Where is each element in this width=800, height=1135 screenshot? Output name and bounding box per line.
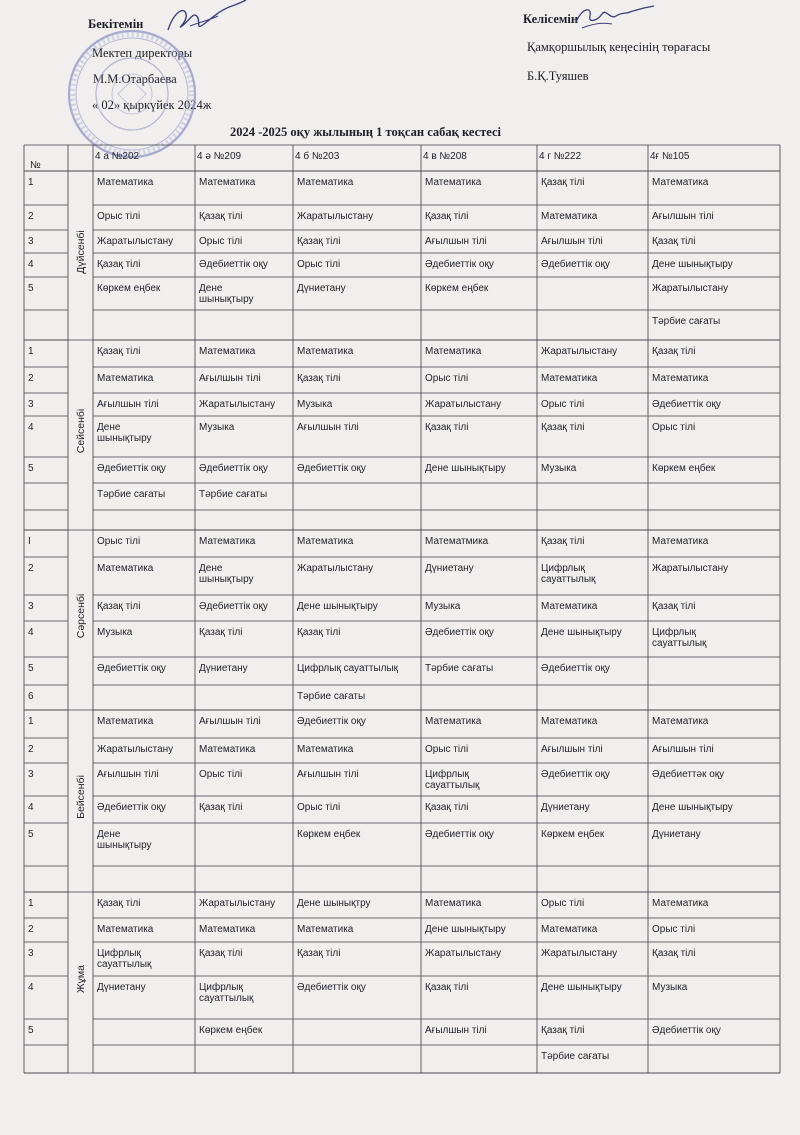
lesson-cell: Ағылшын тілі	[652, 211, 714, 222]
lesson-cell: Қазақ тілі	[425, 211, 469, 222]
lesson-cell: Цифрлық сауаттылық	[297, 663, 399, 674]
lesson-cell: Дене шынықтыру	[425, 924, 506, 935]
lesson-cell: Орыс тілі	[297, 802, 341, 813]
lesson-cell: Математика	[199, 744, 256, 755]
lesson-cell: Жаратылыстану	[541, 346, 618, 357]
lesson-cell: Әдебиеттік оқу	[199, 601, 268, 612]
lesson-cell: Ағылшын тілі	[297, 422, 359, 433]
lesson-cell: Музыка	[541, 463, 577, 474]
lesson-cell: Дене шынықтыру	[541, 982, 622, 993]
lesson-cell: Қазақ тілі	[425, 802, 469, 813]
lesson-cell: Орыс тілі	[541, 898, 585, 909]
lesson-cell: Математика	[199, 536, 256, 547]
lesson-cell: Орыс тілі	[97, 211, 141, 222]
lesson-cell: Цифрлық сауаттылық	[199, 982, 254, 1004]
lesson-cell: Математика	[97, 177, 154, 188]
lesson-cell: Қазақ тілі	[199, 211, 243, 222]
lesson-cell: Қазақ тілі	[199, 948, 243, 959]
lesson-cell: Математика	[297, 536, 354, 547]
lesson-cell: Жаратылыстану	[652, 283, 729, 294]
lesson-cell: Цифрлық сауаттылық	[425, 769, 480, 791]
lesson-cell: Дене шынықтыру	[297, 601, 378, 612]
lesson-cell: Көркем еңбек	[297, 829, 361, 840]
lesson-cell: Әдебиеттік оқу	[297, 463, 366, 474]
lesson-cell: Әдебиеттік оқу	[199, 463, 268, 474]
row-number: 3	[28, 236, 34, 247]
lesson-cell: Дүниетану	[652, 829, 701, 840]
lesson-cell: Ағылшын тілі	[425, 236, 487, 247]
header-class-1: 4 а №202	[95, 151, 140, 162]
lesson-cell: Орыс тілі	[297, 259, 341, 270]
lesson-cell: Дене шынықтыру	[652, 802, 733, 813]
lesson-cell: Дүниетану	[297, 283, 346, 294]
lesson-cell: Математика	[199, 924, 256, 935]
lesson-cell: Жаратылыстану	[541, 948, 618, 959]
lesson-cell: Ағылшын тілі	[199, 716, 261, 727]
agree-name: Б.Қ.Туяшев	[527, 69, 589, 83]
lesson-cell: Ағылшын тілі	[541, 236, 603, 247]
lesson-cell: Тәрбие сағаты	[541, 1051, 610, 1062]
row-number: 5	[28, 1025, 34, 1036]
lesson-cell: Әдебиеттік оқу	[297, 716, 366, 727]
lesson-cell: Ағылшын тілі	[297, 769, 359, 780]
lesson-cell: Қазақ тілі	[541, 536, 585, 547]
lesson-cell: Ағылшын тілі	[425, 1025, 487, 1036]
lesson-cell: Дүниетану	[425, 563, 474, 574]
lesson-cell: Жаратылыстану	[297, 211, 374, 222]
lesson-cell: Қазақ тілі	[297, 627, 341, 638]
lesson-cell: Музыка	[652, 982, 688, 993]
document-title: 2024 -2025 оқу жылының 1 тоқсан сабақ кестесі	[230, 125, 501, 139]
lesson-cell: Жаратылыстану	[425, 948, 502, 959]
lesson-cell: Математика	[297, 177, 354, 188]
lesson-cell: Тәрбие сағаты	[97, 489, 166, 500]
approve-date: « 02» қыркүйек 2024ж	[92, 98, 212, 112]
lesson-cell: Математика	[541, 373, 598, 384]
row-number: 3	[28, 601, 34, 612]
day-label: Жұма	[74, 964, 87, 993]
approve-position: Мектеп директоры	[92, 46, 193, 60]
header-class-2: 4 ә №209	[197, 151, 242, 162]
lesson-cell: Жаратылыстану	[199, 399, 276, 410]
lesson-cell: Математика	[652, 716, 709, 727]
lesson-cell: Қазақ тілі	[652, 236, 696, 247]
lesson-cell: Дене шынықтыру	[97, 829, 152, 851]
row-number: 3	[28, 948, 34, 959]
row-number: 4	[28, 982, 34, 993]
lesson-cell: Орыс тілі	[97, 536, 141, 547]
header-class-5: 4 г №222	[539, 151, 582, 162]
lesson-cell: Математика	[97, 373, 154, 384]
lesson-cell: Жаратылыстану	[199, 898, 276, 909]
day-label: Дүйсенбі	[74, 229, 87, 274]
lesson-cell: Орыс тілі	[199, 769, 243, 780]
row-number: 4	[28, 259, 34, 270]
lesson-cell: Қазақ тілі	[97, 601, 141, 612]
lesson-cell: Математика	[97, 563, 154, 574]
lesson-cell: Математика	[652, 898, 709, 909]
lesson-cell: Қазақ тілі	[541, 1025, 585, 1036]
row-number: 5	[28, 283, 34, 294]
lesson-cell: Қазақ тілі	[297, 373, 341, 384]
row-number: 5	[28, 829, 34, 840]
lesson-cell: Математмика	[425, 536, 489, 547]
lesson-cell: Цифрлық сауаттылық	[97, 948, 152, 970]
lesson-cell: Дене шынықтыру	[425, 463, 506, 474]
lesson-cell: Музыка	[199, 422, 235, 433]
lesson-cell: Математика	[541, 601, 598, 612]
row-number: I	[28, 536, 31, 547]
lesson-cell: Көркем еңбек	[652, 463, 716, 474]
lesson-cell: Дүниетану	[97, 982, 146, 993]
lesson-cell: Қазақ тілі	[541, 422, 585, 433]
lesson-cell: Математика	[541, 716, 598, 727]
lesson-cell: Орыс тілі	[425, 744, 469, 755]
lesson-cell: Тәрбие сағаты	[652, 316, 721, 327]
lesson-cell: Қазақ тілі	[199, 627, 243, 638]
row-number: 1	[28, 177, 34, 188]
lesson-cell: Қазақ тілі	[541, 177, 585, 188]
lesson-cell: Әдебиеттік оқу	[97, 663, 166, 674]
lesson-cell: Тәрбие сағаты	[199, 489, 268, 500]
lesson-cell: Цифрлық сауаттылық	[541, 563, 596, 585]
lesson-cell: Математика	[425, 898, 482, 909]
lesson-cell: Орыс тілі	[425, 373, 469, 384]
header-class-4: 4 в №208	[423, 151, 467, 162]
lesson-cell: Орыс тілі	[652, 422, 696, 433]
lesson-cell: Тәрбие сағаты	[425, 663, 494, 674]
lesson-cell: Әдебиеттік оқу	[297, 982, 366, 993]
lesson-cell: Әдебиеттік оқу	[652, 399, 721, 410]
row-number: 5	[28, 663, 34, 674]
lesson-cell: Ағылшын тілі	[199, 373, 261, 384]
lesson-cell: Дене шынықтыру	[652, 259, 733, 270]
row-number: 2	[28, 563, 34, 574]
lesson-cell: Ағылшын тілі	[97, 399, 159, 410]
lesson-cell: Дене шынықтыру	[199, 283, 254, 305]
agree-title: Келісемін	[523, 12, 579, 26]
row-number: 4	[28, 802, 34, 813]
lesson-cell: Әдебиеттік оқу	[425, 259, 494, 270]
lesson-cell: Көркем еңбек	[425, 283, 489, 294]
header-class-3: 4 б №203	[295, 151, 340, 162]
lesson-cell: Жаратылыстану	[97, 744, 174, 755]
lesson-cell: Дүниетану	[199, 663, 248, 674]
lesson-cell: Қазақ тілі	[652, 948, 696, 959]
lesson-cell: Жаратылыстану	[652, 563, 729, 574]
lesson-cell: Әдебиеттік оқу	[97, 463, 166, 474]
row-number: 4	[28, 422, 34, 433]
row-number: 1	[28, 898, 34, 909]
lesson-cell: Қазақ тілі	[199, 802, 243, 813]
row-number: 4	[28, 627, 34, 638]
lesson-cell: Цифрлық сауаттылық	[652, 627, 707, 649]
lesson-cell: Дүниетану	[541, 802, 590, 813]
lesson-cell: Математика	[425, 716, 482, 727]
lesson-cell: Әдебиеттік оқу	[652, 1025, 721, 1036]
lesson-cell: Қазақ тілі	[97, 259, 141, 270]
day-label: Сейсенбі	[74, 408, 87, 454]
lesson-cell: Әдебиеттік оқу	[97, 802, 166, 813]
lesson-cell: Дене шынықтыру	[541, 627, 622, 638]
lesson-cell: Математика	[652, 536, 709, 547]
lesson-cell: Жаратылыстану	[97, 236, 174, 247]
lesson-cell: Математика	[541, 924, 598, 935]
lesson-cell: Қазақ тілі	[97, 346, 141, 357]
lesson-cell: Әдебиеттік оқу	[541, 259, 610, 270]
lesson-cell: Қазақ тілі	[425, 982, 469, 993]
approve-name: М.М.Отарбаева	[93, 72, 177, 86]
lesson-cell: Орыс тілі	[199, 236, 243, 247]
lesson-cell: Дене шынықтыру	[97, 422, 152, 444]
lesson-cell: Математика	[425, 346, 482, 357]
row-number: 1	[28, 346, 34, 357]
lesson-cell: Әдебиеттік оқу	[425, 829, 494, 840]
lesson-cell: Дене шынықтыру	[199, 563, 254, 585]
lesson-cell: Әдебиеттік оқу	[199, 259, 268, 270]
lesson-cell: Әдебиеттік оқу	[541, 769, 610, 780]
lesson-cell: Ағылшын тілі	[652, 744, 714, 755]
lesson-cell: Әдебиеттәк оқу	[652, 769, 725, 780]
agree-position: Қамқоршылық кеңесінің төрағасы	[527, 40, 711, 54]
row-number: 5	[28, 463, 34, 474]
header-class-6: 4ғ №105	[650, 151, 690, 162]
lesson-cell: Әдебиеттік оқу	[425, 627, 494, 638]
lesson-cell: Көркем еңбек	[199, 1025, 263, 1036]
header-num: №	[30, 160, 41, 171]
lesson-cell: Ағылшын тілі	[97, 769, 159, 780]
row-number: 3	[28, 399, 34, 410]
approve-title: Бекітемін	[88, 17, 144, 31]
lesson-cell: Музыка	[297, 399, 333, 410]
lesson-cell: Математика	[297, 346, 354, 357]
lesson-cell: Математика	[297, 744, 354, 755]
row-number: 6	[28, 691, 34, 702]
day-label: Бейсенбі	[74, 775, 87, 819]
lesson-cell: Қазақ тілі	[652, 601, 696, 612]
lesson-cell: Музыка	[97, 627, 133, 638]
lesson-cell: Математика	[199, 177, 256, 188]
row-number: 2	[28, 744, 34, 755]
lesson-cell: Орыс тілі	[652, 924, 696, 935]
lesson-cell: Математика	[652, 177, 709, 188]
lesson-cell: Тәрбие сағаты	[297, 691, 366, 702]
day-label: Сәрсенбі	[74, 593, 87, 639]
row-number: 2	[28, 211, 34, 222]
lesson-cell: Көркем еңбек	[541, 829, 605, 840]
lesson-cell: Математика	[97, 716, 154, 727]
lesson-cell: Қазақ тілі	[297, 948, 341, 959]
lesson-cell: Музыка	[425, 601, 461, 612]
row-number: 1	[28, 716, 34, 727]
lesson-cell: Орыс тілі	[541, 399, 585, 410]
lesson-cell: Жаратылыстану	[425, 399, 502, 410]
lesson-cell: Қазақ тілі	[97, 898, 141, 909]
lesson-cell: Математика	[199, 346, 256, 357]
lesson-cell: Математика	[297, 924, 354, 935]
lesson-cell: Дене шынықтру	[297, 898, 371, 909]
row-number: 2	[28, 924, 34, 935]
row-number: 2	[28, 373, 34, 384]
lesson-cell: Ағылшын тілі	[541, 744, 603, 755]
lesson-cell: Әдебиеттік оқу	[541, 663, 610, 674]
lesson-cell: Қазақ тілі	[297, 236, 341, 247]
lesson-cell: Қазақ тілі	[652, 346, 696, 357]
lesson-cell: Көркем еңбек	[97, 283, 161, 294]
lesson-cell: Математика	[541, 211, 598, 222]
lesson-cell: Математика	[652, 373, 709, 384]
lesson-cell: Математика	[97, 924, 154, 935]
row-number: 3	[28, 769, 34, 780]
lesson-cell: Жаратылыстану	[297, 563, 374, 574]
lesson-cell: Математика	[425, 177, 482, 188]
lesson-cell: Қазақ тілі	[425, 422, 469, 433]
